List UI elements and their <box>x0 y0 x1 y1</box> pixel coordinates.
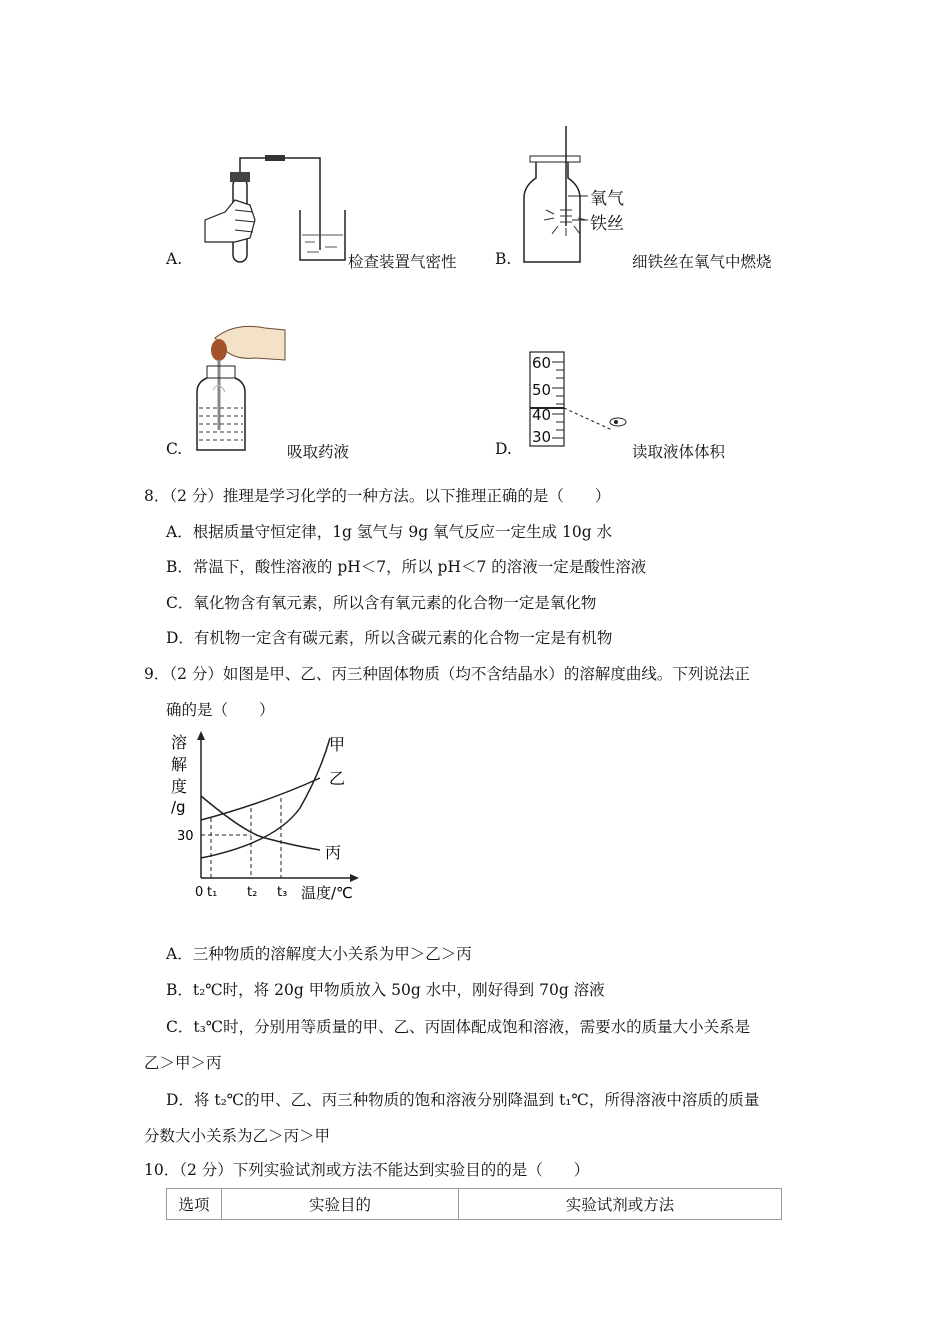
q7-a-letter: A. <box>166 250 183 268</box>
q7-c-caption: 吸取药液 <box>287 443 350 461</box>
q7-b-caption: 细铁丝在氧气中燃烧 <box>632 253 772 271</box>
scale-label-60: 60 <box>532 354 552 372</box>
scale-label-30: 30 <box>532 428 552 446</box>
q8-stem: 8．（2 分）推理是学习化学的一种方法。以下推理正确的是（ ） <box>144 487 611 505</box>
q9-stem-line2: 确的是（ ） <box>166 701 275 719</box>
q8-option-b: B．常温下，酸性溶液的 pH＜7，所以 pH＜7 的溶液一定是酸性溶液 <box>166 558 647 576</box>
xlabel: 温度/℃ <box>301 884 353 902</box>
y-tick-30: 30 <box>177 829 194 844</box>
q9-option-d-line2: 分数大小关系为乙＞丙＞甲 <box>144 1127 331 1145</box>
curve-yi <box>201 778 320 820</box>
fig-label-iron-wire: 铁丝 <box>590 214 624 234</box>
header-purpose: 实验目的 <box>222 1189 459 1220</box>
q7-c-letter: C. <box>166 440 183 458</box>
iron-wire-burning-figure <box>522 126 642 266</box>
ylabel-char-1: 溶 <box>171 733 188 752</box>
q9-option-c-line1: C．t₃℃时，分别用等质量的甲、乙、丙固体配成饱和溶液，需要水的质量大小关系是 <box>166 1018 751 1036</box>
scale-label-40: 40 <box>532 406 552 424</box>
q9-option-b: B．t₂℃时，将 20g 甲物质放入 50g 水中，刚好得到 70g 溶液 <box>166 981 605 999</box>
q9-stem-line1: 9．（2 分）如图是甲、乙、丙三种固体物质（均不含结晶水）的溶解度曲线。下列说法正 <box>144 665 750 683</box>
q8-option-c: C．氧化物含有氧元素，所以含有氧元素的化合物一定是氧化物 <box>166 594 597 612</box>
q9-option-c-line2: 乙＞甲＞丙 <box>144 1054 222 1072</box>
q8-option-d: D．有机物一定含有碳元素，所以含碳元素的化合物一定是有机物 <box>166 629 613 647</box>
q9-option-a: A．三种物质的溶解度大小关系为甲＞乙＞丙 <box>166 945 472 963</box>
q7-a-caption: 检查装置气密性 <box>348 253 457 271</box>
header-option: 选项 <box>167 1189 222 1220</box>
q7-d-caption: 读取液体体积 <box>632 443 726 461</box>
x-tick-t1: t₁ <box>207 885 218 900</box>
solubility-curve-graph <box>165 728 365 908</box>
q8-option-a: A．根据质量守恒定律，1g 氢气与 9g 氧气反应一定生成 10g 水 <box>166 523 613 541</box>
q7-b-letter: B. <box>495 250 512 268</box>
curve-jia <box>201 738 330 858</box>
scale-label-50: 50 <box>532 381 552 399</box>
dropper-bottle-figure <box>195 320 290 455</box>
table-header-row <box>167 1189 782 1220</box>
ylabel-char-4: /g <box>171 798 186 816</box>
x-tick-t3: t₃ <box>277 885 288 900</box>
q7-d-letter: D. <box>495 440 512 458</box>
fig-label-oxygen: 氧气 <box>590 189 624 209</box>
curve-label-jia: 甲 <box>329 735 346 754</box>
ylabel-char-2: 解 <box>171 755 188 774</box>
curve-label-yi: 乙 <box>329 769 346 788</box>
q10-options-table <box>166 1188 782 1220</box>
curve-label-bing: 丙 <box>325 843 342 862</box>
q10-stem: 10．（2 分）下列实验试剂或方法不能达到实验目的的是（ ） <box>144 1161 590 1179</box>
x-tick-0: 0 <box>195 885 204 900</box>
airtightness-apparatus-figure <box>195 150 355 270</box>
header-method: 实验试剂或方法 <box>459 1189 782 1220</box>
x-tick-t2: t₂ <box>247 885 258 900</box>
ylabel-char-3: 度 <box>171 777 188 796</box>
q9-option-d-line1: D．将 t₂℃的甲、乙、丙三种物质的饱和溶液分别降温到 t₁℃，所得溶液中溶质的质量 <box>166 1091 760 1109</box>
